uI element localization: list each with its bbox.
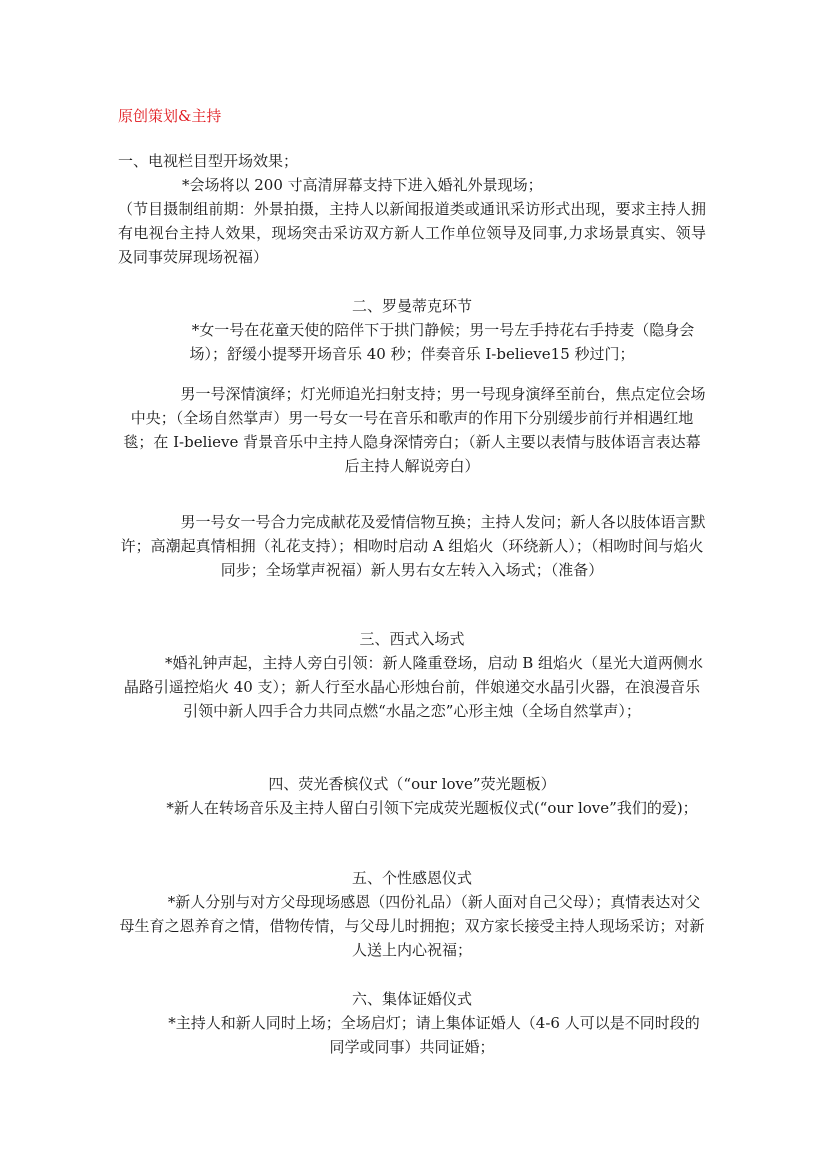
section-2-paragraph-1: *女一号在花童天使的陪伴下于拱门静候；男一号左手持花右手持麦（隐身会场）；舒缓小提琴开场音乐 40 秒；伴奏音乐 I-believe15 秒过门；: [189, 321, 695, 363]
section-2-heading: 二、罗曼蒂克环节: [351, 297, 472, 315]
document-title: 原创策划&主持: [118, 107, 222, 125]
section-3-heading: 三、西式入场式: [359, 630, 465, 648]
section-2-paragraph-2: 男一号深情演绎；灯光师追光扫射支持；男一号现身演绎至前台，焦点定位会场中央；（全场自然掌声）男一号女一号在音乐和歌声的作用下分别缓步前行并相遇红地毯；在 I-believe 背景音乐中主持人隐身深情旁白；（新人主要以表情与肢体语言表达幕后主持人解说旁白）: [123, 385, 706, 475]
section-3-paragraph-1: *婚礼钟声起，主持人旁白引领：新人隆重登场，启动 B 组焰火（星光大道两侧水晶路引遥控焰火 40 支）；新人行至水晶心形烛台前，伴娘递交水晶引火器，在浪漫音乐引领中新人四手合力共同点燃“水晶之恋”心形主烛（全场自然掌声）；: [123, 654, 704, 720]
section-1-line: *会场将以 200 寸高清屏幕支持下进入婚礼外景现场；: [182, 176, 543, 194]
section-4-paragraph-1: *新人在转场音乐及主持人留白引领下完成荧光题板仪式(“our love”我们的爱)；: [166, 799, 698, 817]
section-5-paragraph-1: *新人分别与对方父母现场感恩（四份礼品）（新人面对自己父母）；真情表达对父母生育之恩养育之情，借物传情，与父母儿时拥抱；双方家长接受主持人现场采访；对新人送上内心祝福；: [119, 893, 705, 959]
section-6-heading: 六、集体证婚仪式: [351, 990, 472, 1008]
section-1-heading: 一、电视栏目型开场效果；: [118, 152, 299, 170]
section-4-heading: 四、荧光香槟仪式（“our love”荧光题板）: [268, 775, 556, 793]
section-5-heading: 五、个性感恩仪式: [351, 869, 472, 887]
section-6-paragraph-1: *主持人和新人同时上场；全场启灯；请上集体证婚人（4-6 人可以是不同时段的同学或同事）共同证婚；: [168, 1014, 700, 1056]
section-2-paragraph-3: 男一号女一号合力完成献花及爱情信物互换；主持人发问；新人各以肢体语言默许；高潮起真情相拥（礼花支持）；相吻时启动 A 组焰火（环绕新人）；（相吻时间与焰火同步；全场掌声祝福）新人男右女左转入入场式；（准备）: [120, 513, 706, 579]
section-1-note: （节目摄制组前期：外景拍摄，主持人以新闻报道类或通讯采访形式出现，要求主持人拥有电视台主持人效果，现场突击采访双方新人工作单位领导及同事,力求场景真实、领导及同事荧屏现场祝福）: [118, 200, 706, 266]
